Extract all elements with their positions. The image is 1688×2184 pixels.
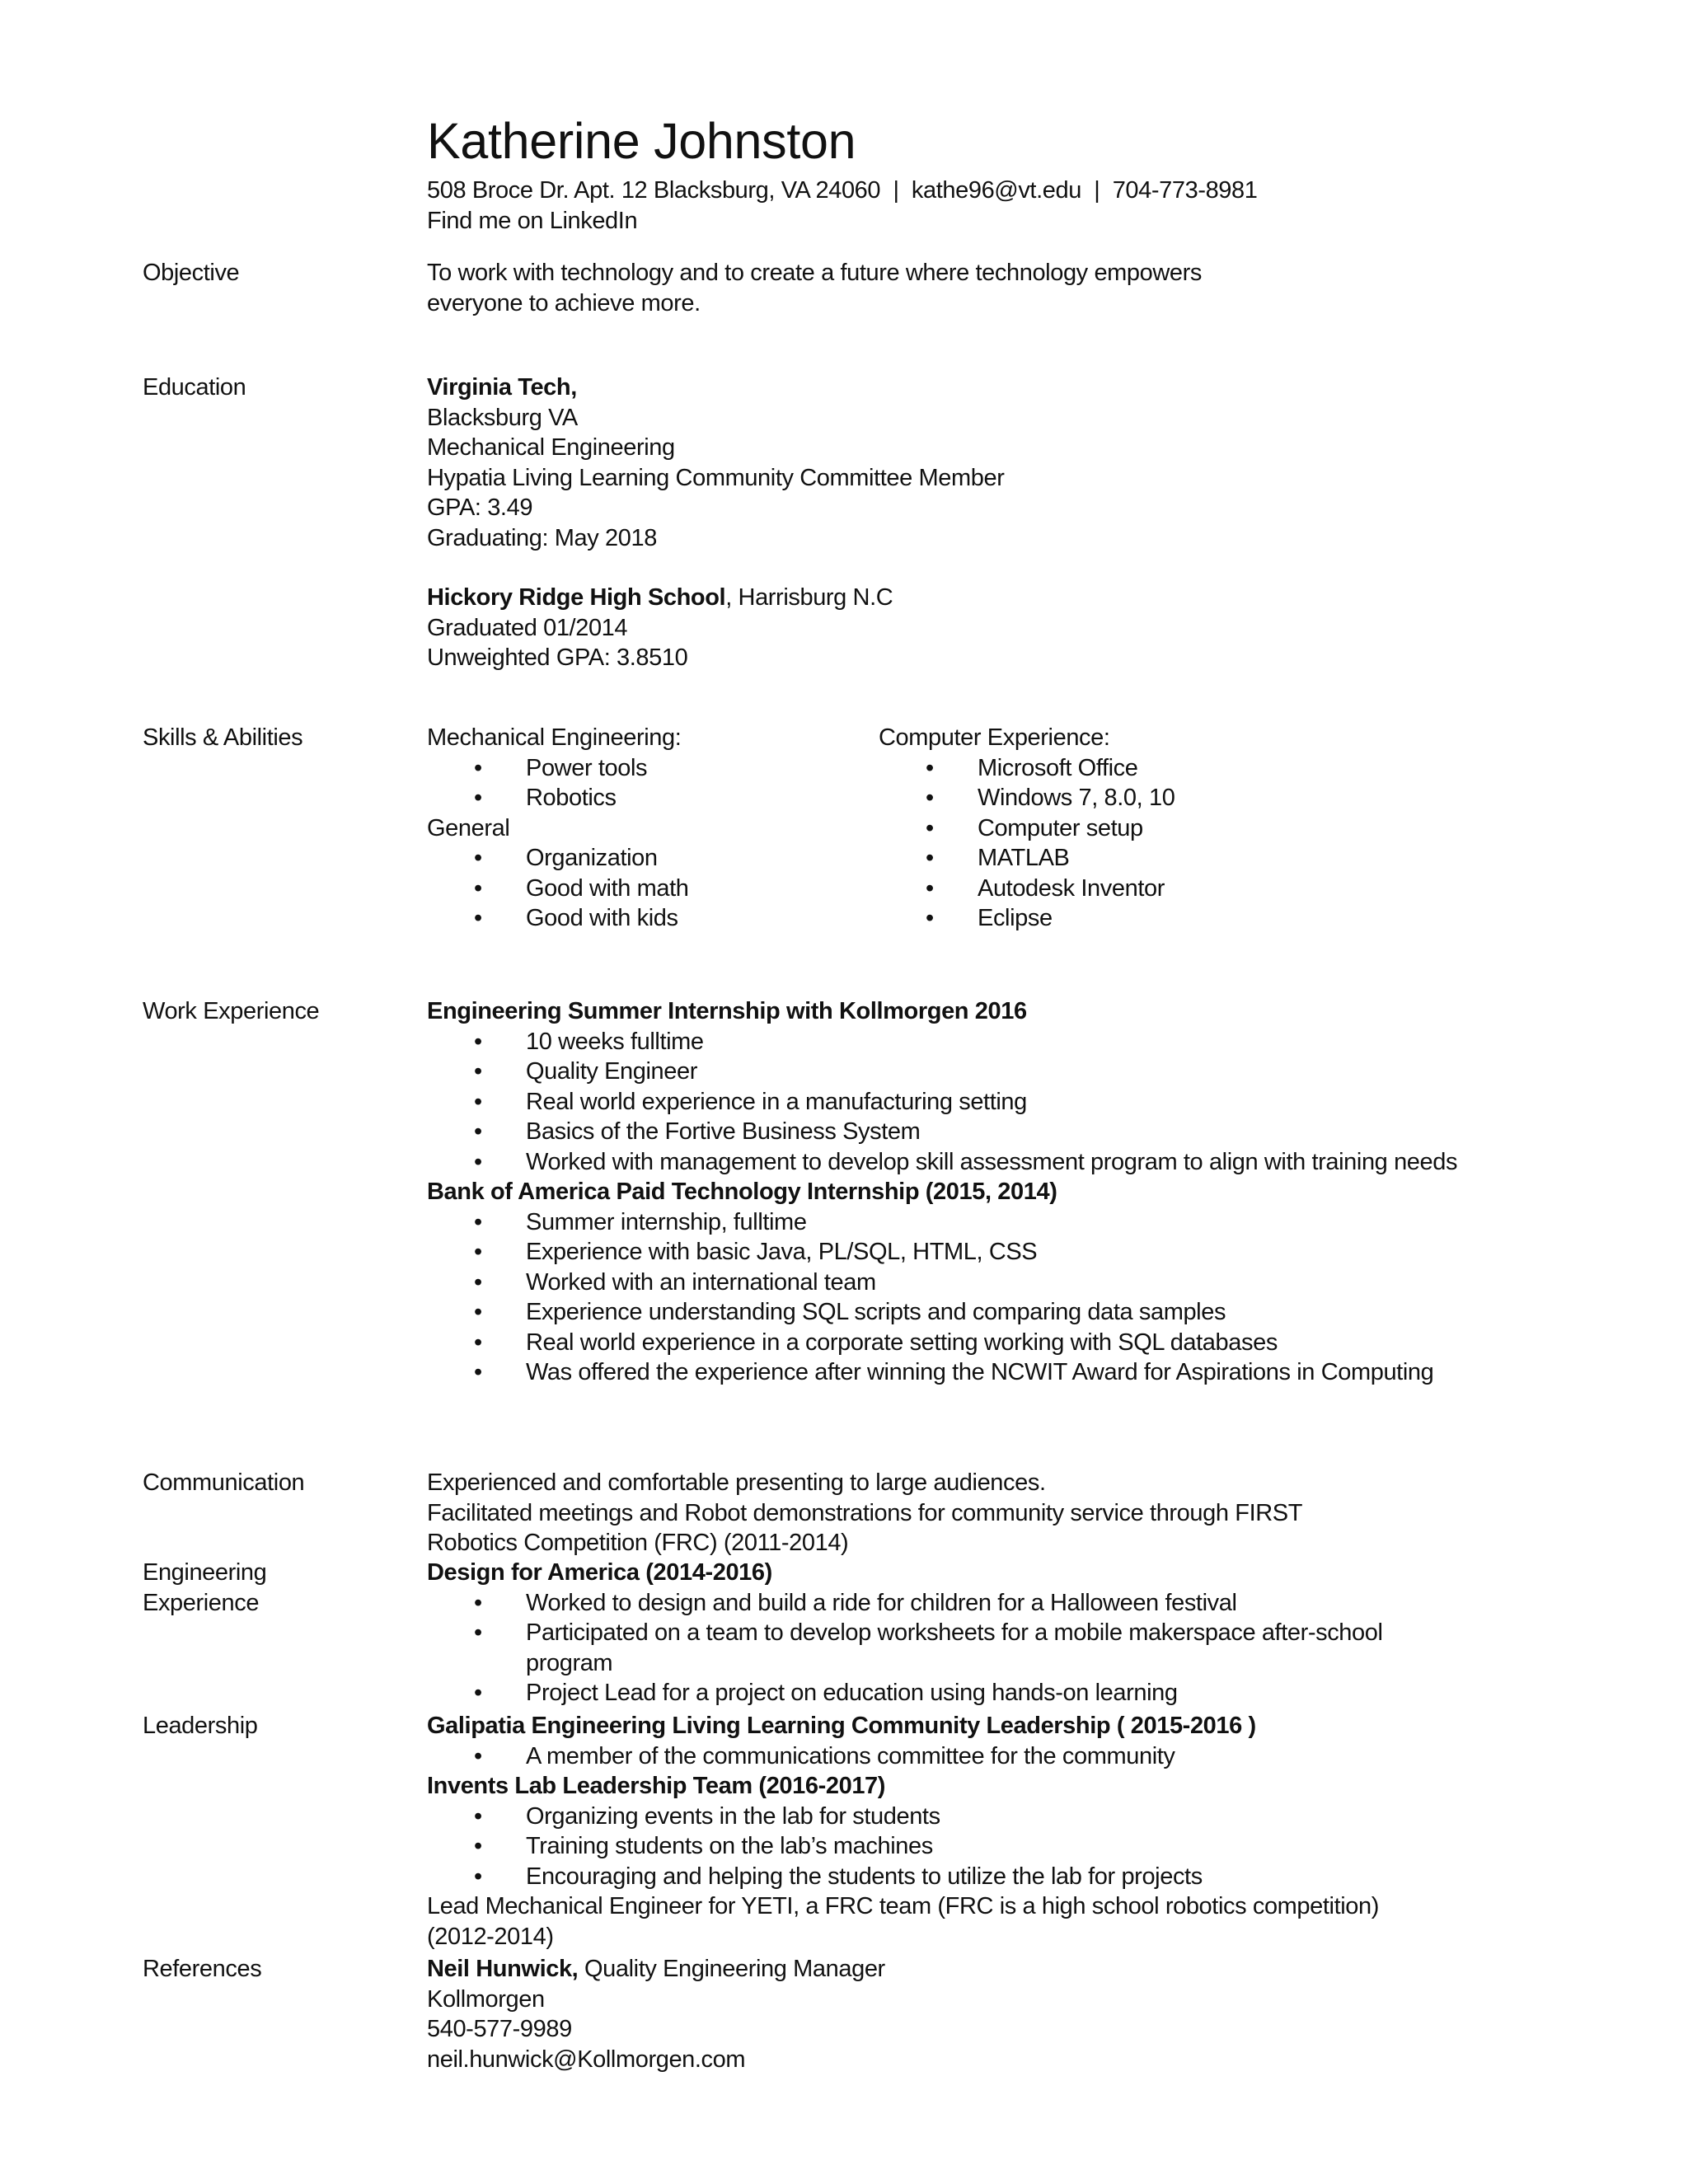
references-label: References [143,1956,262,1982]
skills-right-column [879,723,1373,934]
list-item: • Basics of the Fortive Business System [427,1117,1465,1147]
reference-company: Kollmorgen [427,1985,545,2013]
job-title: Bank of America Paid Technology Internship (2015, 2014) [427,1179,1057,1205]
reference-role: Quality Engineering Manager [578,1956,885,1982]
list-item: • Project Lead for a project on education using hands-on learning [427,1678,1465,1708]
job-duties-list [427,1027,1465,1178]
job-title: Engineering Summer Internship with Kollmorgen 2016 [427,998,1027,1024]
list-item: • Quality Engineer [427,1057,1465,1087]
role-title: Galipatia Engineering Living Learning Community Leadership ( 2015-2016 ) [427,1713,1256,1739]
list-item: • Worked with management to develop skill assessment program to align with training needs [427,1147,1465,1178]
list-item: • Participated on a team to develop worksheets for a mobile makerspace after-school program [427,1618,1465,1678]
reference-phone: 540-577-9989 [427,2016,572,2042]
communication-line: Robotics Competition (FRC) (2011-2014) [427,1530,849,1556]
list-item: • Organizing events in the lab for students [427,1802,1465,1832]
school-detail: Mechanical Engineering [427,434,675,461]
list-item: • 10 weeks fulltime [427,1027,1465,1057]
list-item: • Encouraging and helping the students to utilize the lab for projects [427,1862,1465,1892]
list-item: • Experience understanding SQL scripts and comparing data samples [427,1297,1465,1328]
list-item: • A member of the communications committee for the community [427,1741,1465,1772]
engineering-label-line: Engineering [143,1559,267,1586]
objective-label: Objective [143,260,240,286]
leadership-label: Leadership [143,1713,258,1739]
list-item: • Real world experience in a manufacturing setting [427,1087,1465,1118]
resume-header [427,111,1581,236]
reference-email[interactable]: neil.hunwick@Kollmorgen.com [427,2046,746,2073]
skills-heading: Computer Experience: [879,724,1110,751]
education-label: Education [143,374,246,401]
list-item: • Computer setup [879,813,1373,844]
list-item: • Experience with basic Java, PL/SQL, HTML, CSS [427,1237,1465,1268]
education-content [427,373,1465,673]
engineering-list [427,1588,1465,1708]
leadership-extra-line: Lead Mechanical Engineer for YETI, a FRC team (FRC is a high school robotics competition) [427,1893,1380,1919]
role-list [427,1802,1465,1892]
leadership-content [427,1711,1465,1952]
list-item: • Training students on the lab’s machines [427,1831,1465,1862]
communication-line: Facilitated meetings and Robot demonstrations for community service through FIRST [427,1499,1303,1526]
list-item: • Power tools [427,753,872,784]
mech-skills-list [427,753,872,813]
candidate-name: Katherine Johnston [427,113,856,169]
references-content [427,1954,1465,2074]
list-item: • Windows 7, 8.0, 10 [879,783,1373,813]
communication-content [427,1468,1465,1558]
objective-text [427,258,1465,318]
skills-left-column [427,723,872,934]
skills-heading: General [427,814,510,841]
skills-label: Skills & Abilities [143,724,303,751]
school-detail: GPA: 3.49 [427,494,533,521]
communication-line: Experienced and comfortable presenting to large audiences. [427,1469,1046,1496]
work-content [427,996,1465,1388]
list-item: • Autodesk Inventor [879,874,1373,904]
school-detail: Hypatia Living Learning Community Committee Member [427,464,1005,491]
work-label: Work Experience [143,998,320,1024]
list-item: • Microsoft Office [879,753,1373,784]
list-item: • Robotics [427,783,872,813]
school-location: , Harrisburg N.C [725,584,893,611]
engineering-label [143,1558,415,1618]
communication-label: Communication [143,1469,305,1496]
contact-info: 508 Broce Dr. Apt. 12 Blacksburg, VA 24060 | kathe96@vt.edu | 704-773-8981 [427,177,1258,204]
leadership-extra-line: (2012-2014) [427,1923,554,1950]
school-name: Hickory Ridge High School [427,584,726,611]
school-detail: Blacksburg VA [427,404,578,431]
school-detail: Graduating: May 2018 [427,524,657,551]
general-skills-list [427,843,872,934]
list-item: • Worked with an international team [427,1268,1465,1298]
list-item: • Organization [427,843,872,874]
list-item: • Real world experience in a corporate setting working with SQL databases [427,1328,1465,1358]
role-title: Invents Lab Leadership Team (2016-2017) [427,1773,886,1799]
role-list [427,1741,1465,1772]
engineering-content [427,1558,1465,1708]
list-item: • Good with math [427,874,872,904]
job-duties-list [427,1207,1465,1388]
skills-heading: Mechanical Engineering: [427,724,682,751]
list-item: • Eclipse [879,903,1373,934]
computer-skills-list [879,753,1373,934]
objective-line: everyone to achieve more. [427,289,701,316]
list-item: • Worked to design and build a ride for children for a Halloween festival [427,1588,1465,1619]
project-title: Design for America (2014-2016) [427,1559,772,1586]
list-item: • Good with kids [427,903,872,934]
linkedin-link[interactable]: Find me on LinkedIn [427,207,638,234]
school-name: Virginia Tech, [427,374,577,401]
reference-name: Neil Hunwick, [427,1956,579,1982]
objective-line: To work with technology and to create a future where technology empowers [427,260,1203,286]
engineering-label-line: Experience [143,1589,260,1616]
list-item: • MATLAB [879,843,1373,874]
reference-heading [427,1954,1465,1985]
school-detail: Unweighted GPA: 3.8510 [427,644,688,671]
list-item: • Summer internship, fulltime [427,1207,1465,1238]
school-detail: Graduated 01/2014 [427,614,628,641]
school-heading [427,583,1465,613]
list-item: • Was offered the experience after winning the NCWIT Award for Aspirations in Computing [427,1357,1465,1388]
